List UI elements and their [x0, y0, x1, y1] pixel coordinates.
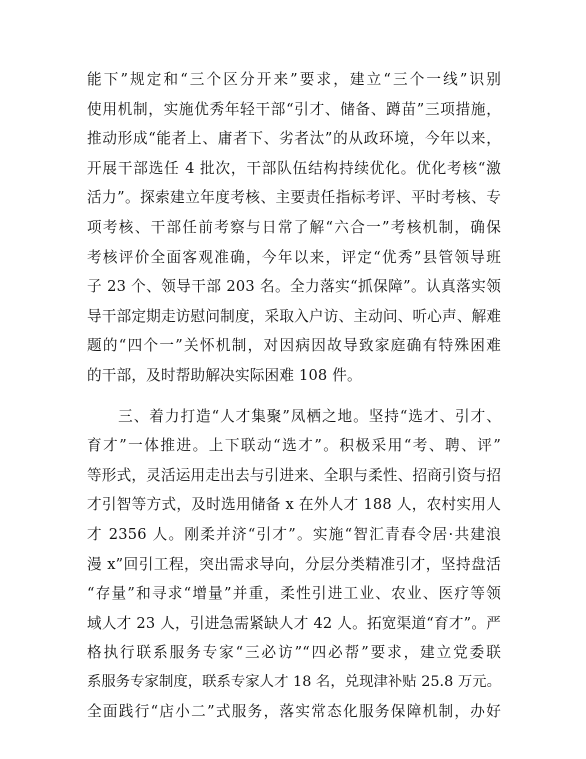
- paragraph-gap: [87, 391, 501, 402]
- text-line: 能下”规定和“三个区分开来”要求，建立“三个一线”识别: [87, 71, 501, 88]
- text-line: 子 23 个、领导干部 203 名。全力落实“抓保障”。认真落实领: [87, 278, 501, 296]
- text-line: 的干部，及时帮助解决实际困难 108 件。: [87, 366, 362, 384]
- text-line: 使用机制，实施优秀年轻干部“引才、储备、蹲苗”三项措施，: [87, 100, 501, 118]
- text-line: 三、着力打造“人才集聚”凤栖之地。坚持“选才、引才、: [87, 407, 501, 425]
- text-line: 题的“四个一”关怀机制，对因病因故导致家庭确有特殊困难: [87, 337, 501, 355]
- text-line: 育才”一体推进。上下联动“选才”。积极采用“考、聘、评”: [87, 437, 501, 455]
- text-line: 系服务专家制度，联系专家人才 18 名，兑现津补贴 25.8 万元。: [87, 673, 501, 690]
- text-line: 才 2356 人。刚柔并济“引才”。实施“智汇青春令居·共建浪: [87, 525, 501, 543]
- text-line: 考核评价全面客观准确，今年以来，评定“优秀”县管领导班: [87, 248, 501, 266]
- text-line: “存量”和寻求“增量”并重，柔性引进工业、农业、医疗等领: [87, 585, 501, 603]
- text-line: 全面践行“店小二”式服务，落实常态化服务保障机制，办好: [87, 703, 501, 721]
- document-page: [87, 65, 501, 727]
- text-line: 推动形成“能者上、庸者下、劣者汰”的从政环境，今年以来，: [87, 130, 501, 148]
- text-line: 域人才 23 人，引进急需紧缺人才 42 人。拓宽渠道“育才”。严: [87, 614, 501, 632]
- text-line: 项考核、干部任前考察与日常了解“六合一”考核机制，确保: [87, 218, 501, 236]
- text-line: 漫 x”回引工程，突出需求导向，分层分类精准引才，坚持盘活: [87, 555, 501, 573]
- text-line: 活力”。探索建立年度考核、主要责任指标考评、平时考核、专: [87, 189, 501, 207]
- text-line: 才引智等方式，及时选用储备 x 在外人才 188 人，农村实用人: [87, 496, 501, 514]
- text-line: 格执行联系服务专家“三必访”“四必帮”要求，建立党委联: [87, 644, 501, 662]
- paragraph: [87, 65, 501, 391]
- text-line: 开展干部选任 4 批次，干部队伍结构持续优化。优化考核“激: [87, 159, 501, 177]
- paragraph: [87, 402, 501, 728]
- text-line: 导干部定期走访慰问制度，采取入户访、主动问、听心声、解难: [87, 307, 502, 325]
- text-line: 等形式，灵活运用走出去与引进来、全职与柔性、招商引资与招: [87, 466, 502, 484]
